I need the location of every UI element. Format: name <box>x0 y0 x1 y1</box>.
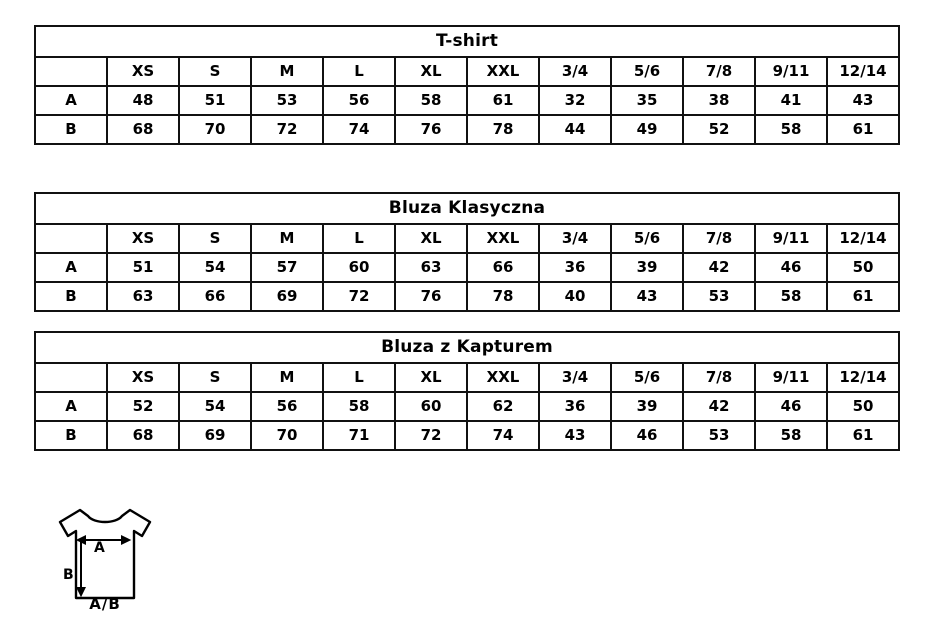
table-title: Bluza Klasyczna <box>35 193 899 224</box>
table-title-row <box>35 193 899 224</box>
table-row <box>35 421 899 450</box>
cell-a-7-8: 42 <box>683 253 755 282</box>
cell-a-xl: 63 <box>395 253 467 282</box>
column-header-9-11: 9/11 <box>755 224 827 253</box>
column-header-s: S <box>179 363 251 392</box>
column-header-xxl: XXL <box>467 57 539 86</box>
cell-a-xxl: 66 <box>467 253 539 282</box>
column-header-5-6: 5/6 <box>611 57 683 86</box>
table-row <box>35 392 899 421</box>
column-header-xs: XS <box>107 363 179 392</box>
cell-b-9-11: 58 <box>755 421 827 450</box>
cell-a-l: 56 <box>323 86 395 115</box>
cell-a-xs: 48 <box>107 86 179 115</box>
column-header-xl: XL <box>395 224 467 253</box>
column-header-l: L <box>323 363 395 392</box>
column-header-7-8: 7/8 <box>683 57 755 86</box>
column-header-7-8: 7/8 <box>683 363 755 392</box>
column-header-m: M <box>251 57 323 86</box>
cell-b-9-11: 58 <box>755 282 827 311</box>
table-header-row <box>35 224 899 253</box>
cell-b-3-4: 40 <box>539 282 611 311</box>
diagram-caption: A/B <box>89 595 121 613</box>
cell-b-5-6: 43 <box>611 282 683 311</box>
cell-a-l: 60 <box>323 253 395 282</box>
cell-b-7-8: 52 <box>683 115 755 144</box>
cell-b-m: 72 <box>251 115 323 144</box>
column-header-xxl: XXL <box>467 224 539 253</box>
cell-b-12-14: 61 <box>827 115 899 144</box>
cell-b-xxl: 78 <box>467 115 539 144</box>
cell-b-7-8: 53 <box>683 421 755 450</box>
cell-b-9-11: 58 <box>755 115 827 144</box>
measure-b-arrow <box>78 540 85 595</box>
table-row <box>35 115 899 144</box>
column-header-l: L <box>323 57 395 86</box>
column-header-m: M <box>251 363 323 392</box>
cell-a-7-8: 38 <box>683 86 755 115</box>
cell-b-s: 69 <box>179 421 251 450</box>
column-header-l: L <box>323 224 395 253</box>
cell-a-xxl: 61 <box>467 86 539 115</box>
column-header-9-11: 9/11 <box>755 363 827 392</box>
table-row <box>35 282 899 311</box>
cell-a-9-11: 46 <box>755 392 827 421</box>
column-header-xxl: XXL <box>467 363 539 392</box>
column-header-xs: XS <box>107 57 179 86</box>
table-title-row <box>35 332 899 363</box>
cell-a-s: 54 <box>179 392 251 421</box>
cell-a-5-6: 39 <box>611 392 683 421</box>
cell-a-3-4: 32 <box>539 86 611 115</box>
cell-b-xl: 76 <box>395 115 467 144</box>
measure-b-label: B <box>63 567 74 583</box>
cell-b-l: 74 <box>323 115 395 144</box>
cell-a-xs: 51 <box>107 253 179 282</box>
column-header-3-4: 3/4 <box>539 363 611 392</box>
cell-b-7-8: 53 <box>683 282 755 311</box>
cell-a-xxl: 62 <box>467 392 539 421</box>
tshirt-outline <box>60 510 150 598</box>
cell-a-12-14: 50 <box>827 392 899 421</box>
row-label-b: B <box>35 282 107 311</box>
table-title: Bluza z Kapturem <box>35 332 899 363</box>
cell-b-xs: 68 <box>107 115 179 144</box>
column-header-3-4: 3/4 <box>539 57 611 86</box>
column-header-9-11: 9/11 <box>755 57 827 86</box>
column-header-12-14: 12/14 <box>827 224 899 253</box>
row-label-a: A <box>35 253 107 282</box>
measure-a-label: A <box>94 540 105 556</box>
cell-a-5-6: 39 <box>611 253 683 282</box>
column-header-s: S <box>179 57 251 86</box>
cell-b-5-6: 46 <box>611 421 683 450</box>
cell-b-xl: 76 <box>395 282 467 311</box>
column-header-m: M <box>251 224 323 253</box>
table-title: T-shirt <box>35 26 899 57</box>
size-table-bluza-klasyczna <box>34 192 900 312</box>
cell-b-xs: 63 <box>107 282 179 311</box>
column-header-7-8: 7/8 <box>683 224 755 253</box>
header-corner <box>35 57 107 86</box>
row-label-b: B <box>35 115 107 144</box>
column-header-12-14: 12/14 <box>827 57 899 86</box>
cell-a-l: 58 <box>323 392 395 421</box>
cell-b-3-4: 44 <box>539 115 611 144</box>
cell-a-m: 56 <box>251 392 323 421</box>
table-row <box>35 86 899 115</box>
column-header-5-6: 5/6 <box>611 224 683 253</box>
cell-b-xs: 68 <box>107 421 179 450</box>
cell-b-s: 70 <box>179 115 251 144</box>
cell-b-xl: 72 <box>395 421 467 450</box>
cell-a-3-4: 36 <box>539 253 611 282</box>
cell-b-xxl: 78 <box>467 282 539 311</box>
row-label-a: A <box>35 86 107 115</box>
cell-a-xs: 52 <box>107 392 179 421</box>
cell-b-m: 69 <box>251 282 323 311</box>
size-table-bluza-z-kapturem <box>34 331 900 451</box>
cell-a-9-11: 46 <box>755 253 827 282</box>
cell-a-7-8: 42 <box>683 392 755 421</box>
cell-b-xxl: 74 <box>467 421 539 450</box>
cell-a-3-4: 36 <box>539 392 611 421</box>
column-header-xs: XS <box>107 224 179 253</box>
header-corner <box>35 363 107 392</box>
table-title-row <box>35 26 899 57</box>
cell-b-12-14: 61 <box>827 421 899 450</box>
header-corner <box>35 224 107 253</box>
table-header-row <box>35 363 899 392</box>
column-header-s: S <box>179 224 251 253</box>
table-header-row <box>35 57 899 86</box>
column-header-5-6: 5/6 <box>611 363 683 392</box>
cell-b-12-14: 61 <box>827 282 899 311</box>
cell-a-12-14: 50 <box>827 253 899 282</box>
cell-a-s: 54 <box>179 253 251 282</box>
cell-a-xl: 60 <box>395 392 467 421</box>
column-header-xl: XL <box>395 363 467 392</box>
cell-b-5-6: 49 <box>611 115 683 144</box>
cell-b-m: 70 <box>251 421 323 450</box>
cell-b-3-4: 43 <box>539 421 611 450</box>
cell-a-5-6: 35 <box>611 86 683 115</box>
cell-b-l: 72 <box>323 282 395 311</box>
cell-a-12-14: 43 <box>827 86 899 115</box>
cell-a-xl: 58 <box>395 86 467 115</box>
cell-a-m: 53 <box>251 86 323 115</box>
cell-a-9-11: 41 <box>755 86 827 115</box>
size-table-tshirt <box>34 25 900 145</box>
row-label-b: B <box>35 421 107 450</box>
cell-a-s: 51 <box>179 86 251 115</box>
column-header-12-14: 12/14 <box>827 363 899 392</box>
table-row <box>35 253 899 282</box>
column-header-3-4: 3/4 <box>539 224 611 253</box>
column-header-xl: XL <box>395 57 467 86</box>
cell-b-l: 71 <box>323 421 395 450</box>
cell-a-m: 57 <box>251 253 323 282</box>
row-label-a: A <box>35 392 107 421</box>
cell-b-s: 66 <box>179 282 251 311</box>
